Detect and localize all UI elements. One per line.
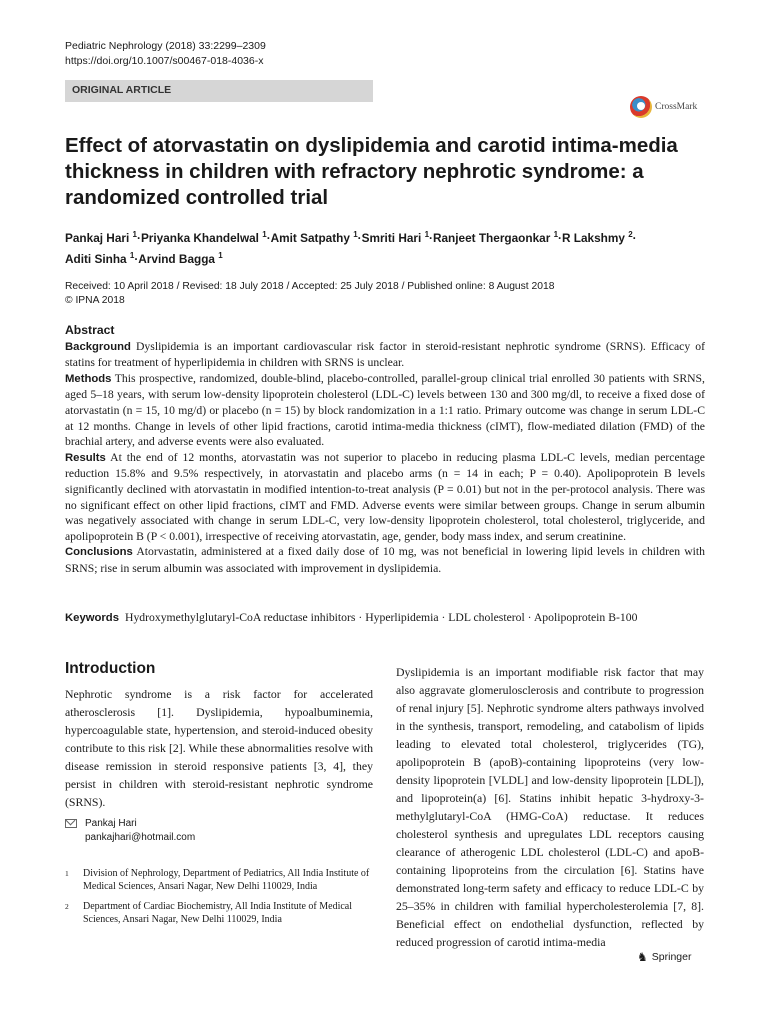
introduction-right-column	[396, 663, 704, 951]
affiliation-2	[65, 900, 373, 926]
author-5[interactable]: Ranjeet Thergaonkar $^1$	[432, 230, 559, 245]
affiliation-1	[65, 867, 373, 893]
abstract-conclusions: Conclusions Atorvastatin, administered at a fixed daily dose of 10 mg, was not beneficial in lowering lipid levels in children with SRNS; rise in serum albumin was associated with improvement in dyslipidemia.	[65, 545, 705, 575]
author-1[interactable]: Pankaj Hari $^1$	[65, 230, 137, 245]
introduction-left-column	[65, 685, 373, 811]
abstract-methods: Methods This prospective, randomized, double-blind, placebo-controlled, parallel-group clinical trial enrolled 30 patients with SRNS, aged 5–18 years, with serum low-density lipoprotein cholesterol (LDL-C) levels between 130 and 300 mg/dl, to receive a fixed dose of atorvastatin (n = 15, 10 mg/d) or placebo (n = 15) by block randomization in a 1:1 ratio. Primary outcome was change in serum LDL-C at 12 months. Change in levels of other lipid fractions, carotid intima-media thickness (cIMT), flow-mediated dilation (FMD) of the brachial artery, and adverse events were also evaluated.	[65, 371, 705, 449]
author-2[interactable]: Priyanka Khandelwal $^1$	[140, 230, 267, 245]
affiliation-text: Division of Nephrology, Department of Pediatrics, All India Institute of Medical Sciences, Ansari Nagar, New Delhi 110029, India	[83, 868, 370, 892]
springer-horse-icon: ♞	[637, 950, 648, 964]
abstract-section	[65, 323, 705, 577]
author-7[interactable]: Aditi Sinha $^1$	[65, 250, 135, 266]
keywords-section	[65, 611, 705, 624]
introduction-heading: Introduction	[65, 660, 156, 677]
introduction-paragraph-1: Nephrotic syndrome is a risk factor for accelerated atherosclerosis [1]. Dyslipidemia, hypoalbuminemia, hypercoagulable state, hypertension, and steroid-induced obesity contribute to this risk [2]. While these abnormalities resolve with disease remission in steroid responsive patients [3, 4], they persist in children with steroid-resistant nephrotic syndrome (SRNS).	[65, 687, 373, 809]
affiliation-number: 2	[65, 902, 69, 911]
article-title: Effect of atorvastatin on dyslipidemia and carotid intima-media thickness in children with refractory nephrotic syndrome: a randomized controlled trial	[65, 134, 678, 209]
abstract-background: Background Dyslipidemia is an important cardiovascular risk factor in steroid-resistant nephrotic syndrome (SRNS). Efficacy of statins for treatment of hyperlipidemia in children with SRNS is unclear.	[65, 339, 706, 370]
doi-link[interactable]: https://doi.org/10.1007/s00467-018-4036-x	[65, 55, 264, 67]
author-6[interactable]: R Lakshmy $^2$	[561, 230, 633, 245]
author-list: Pankaj Hari $^1$·Priyanka Khandelwal $^1$·Amit Satpathy $^1$·Smriti Hari $^1$·Ranjeet Thergaonkar $^1$·R Lakshmy $^2$· Aditi Sinha $^1$·Arvind Bagga $^1$	[65, 230, 637, 266]
crossmark-icon	[630, 96, 652, 118]
author-4[interactable]: Smriti Hari $^1$	[361, 230, 430, 245]
publisher-name: Springer	[651, 951, 692, 963]
correspondence-email[interactable]: pankajhari@hotmail.com	[85, 832, 196, 843]
crossmark-label: CrossMark	[655, 102, 698, 112]
introduction-paragraph-2: Dyslipidemia is an important modifiable risk factor that may also aggravate glomerulosclerosis and contribute to progression of renal injury [5]. Nephrotic syndrome alters pathways involved in the synthesis, transport, remodeling, and catabolism of lipids leading to elevated total cholesterol, triglycerides (TG), apolipoprotein B (apoB)-containing lipoproteins (very low-density lipoprotein [VLDL] and low-density lipoprotein [LDL]), and lipoprotein(a) [6]. Statins inhibit hepatic 3-hydroxy-3-methylglutaryl-CoA (HMG-CoA) reductase. It reduces cholesterol synthesis and upregulates LDL receptors causing clearance of atherogenic LDL cholesterol (LDL-C) and apoB-containing lipoproteins from the circulation [6]. Statins have demonstrated long-term safety and efficacy to reduce LDL-C by 25–35% in children with familial hypercholesterolemia [7, 8]. Beneficial effect on endothelial dysfunction, reflected by reduced progression of carotid intima-media	[396, 665, 704, 949]
article-type-label: ORIGINAL ARTICLE	[72, 84, 172, 96]
keywords-list: Hydroxymethylglutaryl-CoA reductase inhibitors · Hyperlipidemia · LDL cholesterol · Apolipoprotein B-100	[125, 611, 638, 624]
article-type-banner	[65, 80, 373, 102]
abstract-heading: Abstract	[65, 323, 115, 337]
affiliation-number: 1	[65, 869, 69, 878]
envelope-icon	[65, 819, 77, 828]
author-8[interactable]: Arvind Bagga $^1$	[138, 250, 223, 266]
affiliation-text: Department of Cardiac Biochemistry, All India Institute of Medical Sciences, Ansari Nagar, New Delhi 110029, India	[83, 901, 352, 925]
journal-citation: Pediatric Nephrology (2018) 33:2299–2309	[65, 40, 266, 52]
author-3[interactable]: Amit Satpathy $^1$	[270, 230, 358, 245]
publisher-logo	[637, 950, 691, 964]
publication-dates: Received: 10 April 2018 / Revised: 18 July 2018 / Accepted: 25 July 2018 / Published online: 8 August 2018	[65, 281, 555, 292]
correspondence-name: Pankaj Hari	[85, 818, 137, 829]
crossmark-button[interactable]	[630, 94, 697, 120]
abstract-results: Results At the end of 12 months, atorvastatin was not superior to placebo in reducing plasma LDL-C levels, median percentage reduction 15.8% and 9.5% respectively, in atorvastatin and placebo arms (n = 14 in each; P = 0.40). Apolipoprotein B levels significantly declined with atorvastatin in modified intention-to-treat analysis (P = 0.01) but not in the per-protocol analysis. There was no significant effect on other lipid fractions, cIMT and FMD. Adverse events were similar between groups. Change in serum albumin was negatively associated with change in serum LDL-C, very low-density lipoprotein cholesterol, total cholesterol, triglyceride, and apolipoprotein B (P < 0.001), irrespective of receiving atorvastatin, age, gender, body mass index, and serum creatinine.	[65, 450, 705, 543]
copyright-notice: © IPNA 2018	[65, 295, 125, 306]
keywords-label: Keywords	[65, 612, 119, 624]
